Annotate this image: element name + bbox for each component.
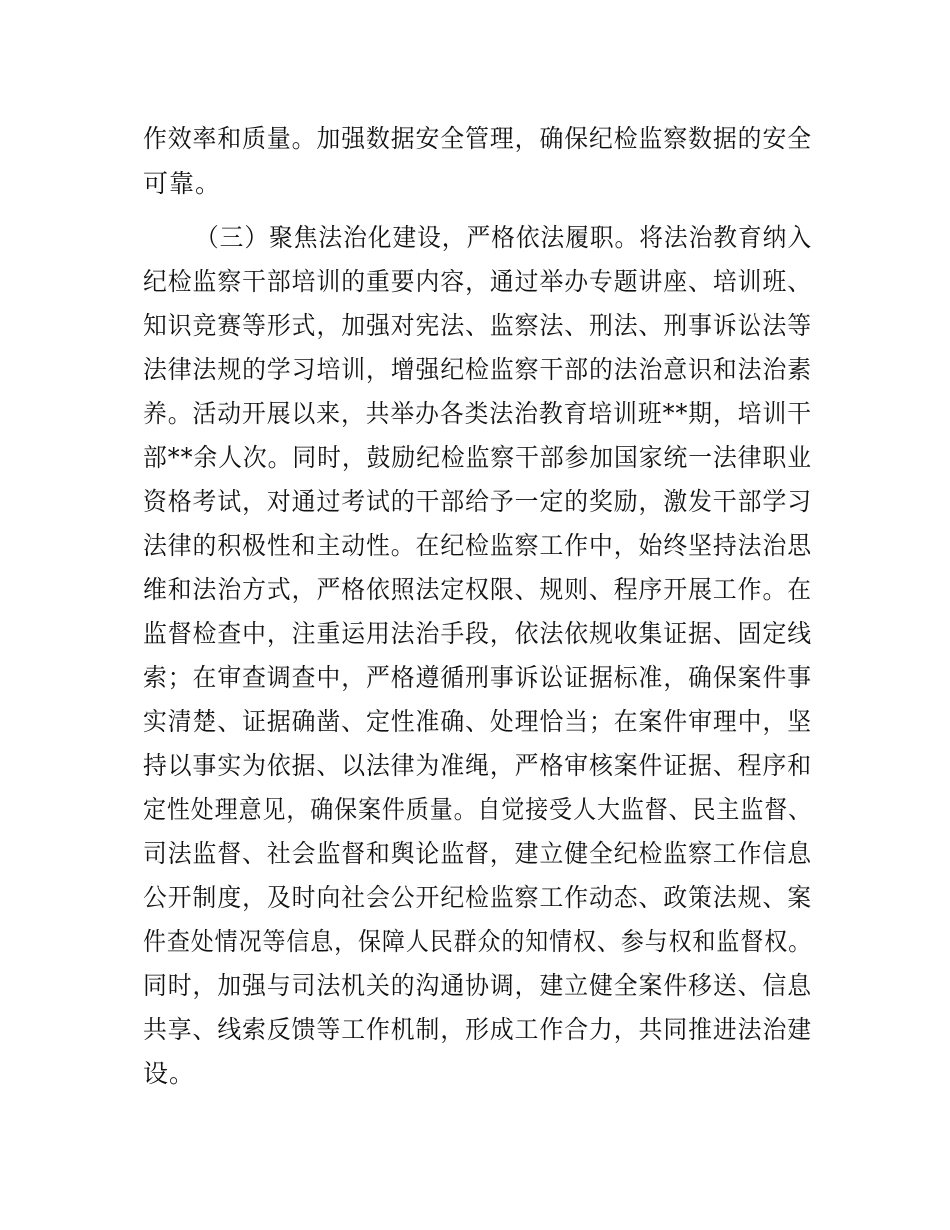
text-line: 公开制度，及时向社会公开纪检监察工作动态、政策法规、案	[143, 883, 813, 912]
text-line: 实清楚、证据确凿、定性准确、处理恰当；在案件审理中，坚	[143, 707, 813, 736]
text-line: 维和法治方式，严格依照法定权限、规则、程序开展工作。在	[143, 575, 813, 604]
text-line: 索；在审查调查中，严格遵循刑事诉讼证据标准，确保案件事	[143, 663, 813, 692]
text-line: 可靠。	[143, 169, 222, 198]
text-line: 共享、线索反馈等工作机制，形成工作合力，共同推进法治建	[143, 1015, 813, 1044]
text-line: 定性处理意见，确保案件质量。自觉接受人大监督、民主监督、	[143, 795, 813, 824]
text-line: 作效率和质量。加强数据安全管理，确保纪检监察数据的安全	[143, 124, 813, 153]
text-line: 设。	[143, 1059, 196, 1088]
text-line: 法律法规的学习培训，增强纪检监察干部的法治意识和法治素	[143, 355, 813, 384]
text-line: 部**余人次。同时，鼓励纪检监察干部参加国家统一法律职业	[143, 443, 813, 472]
text-line: 同时，加强与司法机关的沟通协调，建立健全案件移送、信息	[143, 971, 813, 1000]
text-line: 法律的积极性和主动性。在纪检监察工作中，始终坚持法治思	[143, 531, 813, 560]
text-line: 知识竞赛等形式，加强对宪法、监察法、刑法、刑事诉讼法等	[143, 311, 813, 340]
text-line: 司法监督、社会监督和舆论监督，建立健全纪检监察工作信息	[143, 839, 813, 868]
text-line: 件查处情况等信息，保障人民群众的知情权、参与权和监督权。	[143, 927, 813, 956]
text-line: 资格考试，对通过考试的干部给予一定的奖励，激发干部学习	[143, 487, 813, 516]
text-line: 养。活动开展以来，共举办各类法治教育培训班**期，培训干	[143, 399, 813, 428]
text-line: 纪检监察干部培训的重要内容，通过举办专题讲座、培训班、	[143, 267, 813, 296]
text-line: 持以事实为依据、以法律为准绳，严格审核案件证据、程序和	[143, 751, 813, 780]
text-line: 监督检查中，注重运用法治手段，依法依规收集证据、固定线	[143, 619, 813, 648]
section-heading-line: （三）聚焦法治化建设，严格依法履职。将法治教育纳入	[195, 223, 813, 252]
